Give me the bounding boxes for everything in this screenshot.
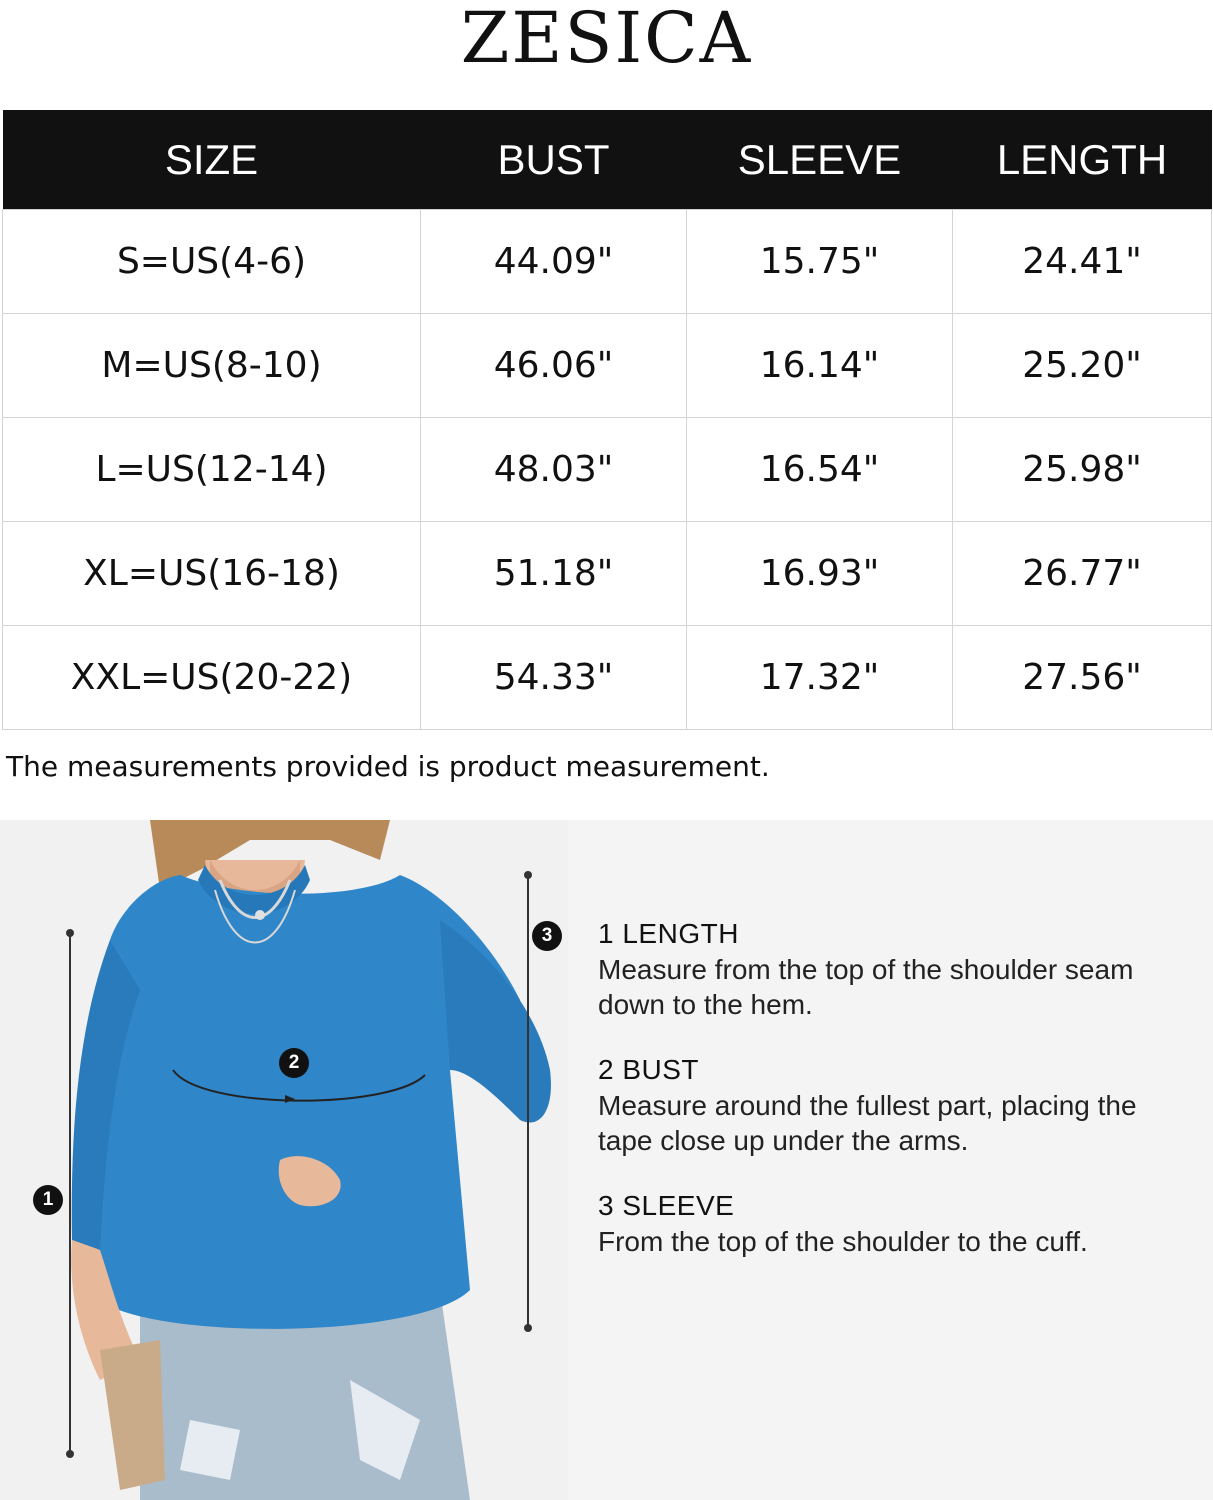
guide-length-desc: Measure from the top of the shoulder seam down to the hem. — [598, 954, 1134, 1020]
measurement-note: The measurements provided is product measurement. — [6, 750, 770, 783]
bust-cell: 48.03" — [421, 418, 687, 522]
length-cell: 26.77" — [953, 522, 1212, 626]
sleeve-cell: 16.93" — [687, 522, 953, 626]
table-row — [3, 522, 1212, 626]
size-cell: M=US(8-10) — [3, 314, 421, 418]
model-photo — [0, 820, 568, 1500]
length-cell: 24.41" — [953, 210, 1212, 314]
guide-bust — [598, 1052, 1198, 1158]
sleeve-cell: 15.75" — [687, 210, 953, 314]
length-cell: 25.98" — [953, 418, 1212, 522]
marker-3: 3 — [532, 921, 562, 951]
header-size: SIZE — [3, 110, 421, 210]
header-bust: BUST — [421, 110, 687, 210]
marker-1: 1 — [33, 1185, 63, 1215]
guide-length-title: 1 LENGTH — [598, 918, 739, 949]
length-cell: 27.56" — [953, 626, 1212, 730]
header-length: LENGTH — [953, 110, 1212, 210]
size-cell: XXL=US(20-22) — [3, 626, 421, 730]
size-cell: XL=US(16-18) — [3, 522, 421, 626]
header-sleeve: SLEEVE — [687, 110, 953, 210]
table-row — [3, 418, 1212, 522]
bust-cell: 46.06" — [421, 314, 687, 418]
size-cell: S=US(4-6) — [3, 210, 421, 314]
guide-bust-title: 2 BUST — [598, 1054, 700, 1085]
guide-sleeve — [598, 1188, 1198, 1259]
guide-length — [598, 916, 1198, 1022]
brand-logo: ZESICA — [460, 0, 753, 79]
length-cell: 25.20" — [953, 314, 1212, 418]
sweater-illustration — [0, 820, 568, 1500]
size-cell: L=US(12-14) — [3, 418, 421, 522]
guide-sleeve-title: 3 SLEEVE — [598, 1190, 735, 1221]
measurement-guide — [568, 820, 1213, 1500]
table-row — [3, 210, 1212, 314]
guide-sleeve-desc: From the top of the shoulder to the cuff. — [598, 1226, 1088, 1257]
bust-cell: 51.18" — [421, 522, 687, 626]
table-header-row — [3, 110, 1212, 210]
table-row — [3, 626, 1212, 730]
marker-2: 2 — [279, 1048, 309, 1078]
bust-cell: 44.09" — [421, 210, 687, 314]
sleeve-cell: 16.54" — [687, 418, 953, 522]
bust-cell: 54.33" — [421, 626, 687, 730]
guide-bust-desc: Measure around the fullest part, placing the tape close up under the arms. — [598, 1090, 1137, 1156]
size-chart-table — [2, 110, 1212, 730]
sleeve-cell: 17.32" — [687, 626, 953, 730]
table-row — [3, 314, 1212, 418]
sleeve-cell: 16.14" — [687, 314, 953, 418]
